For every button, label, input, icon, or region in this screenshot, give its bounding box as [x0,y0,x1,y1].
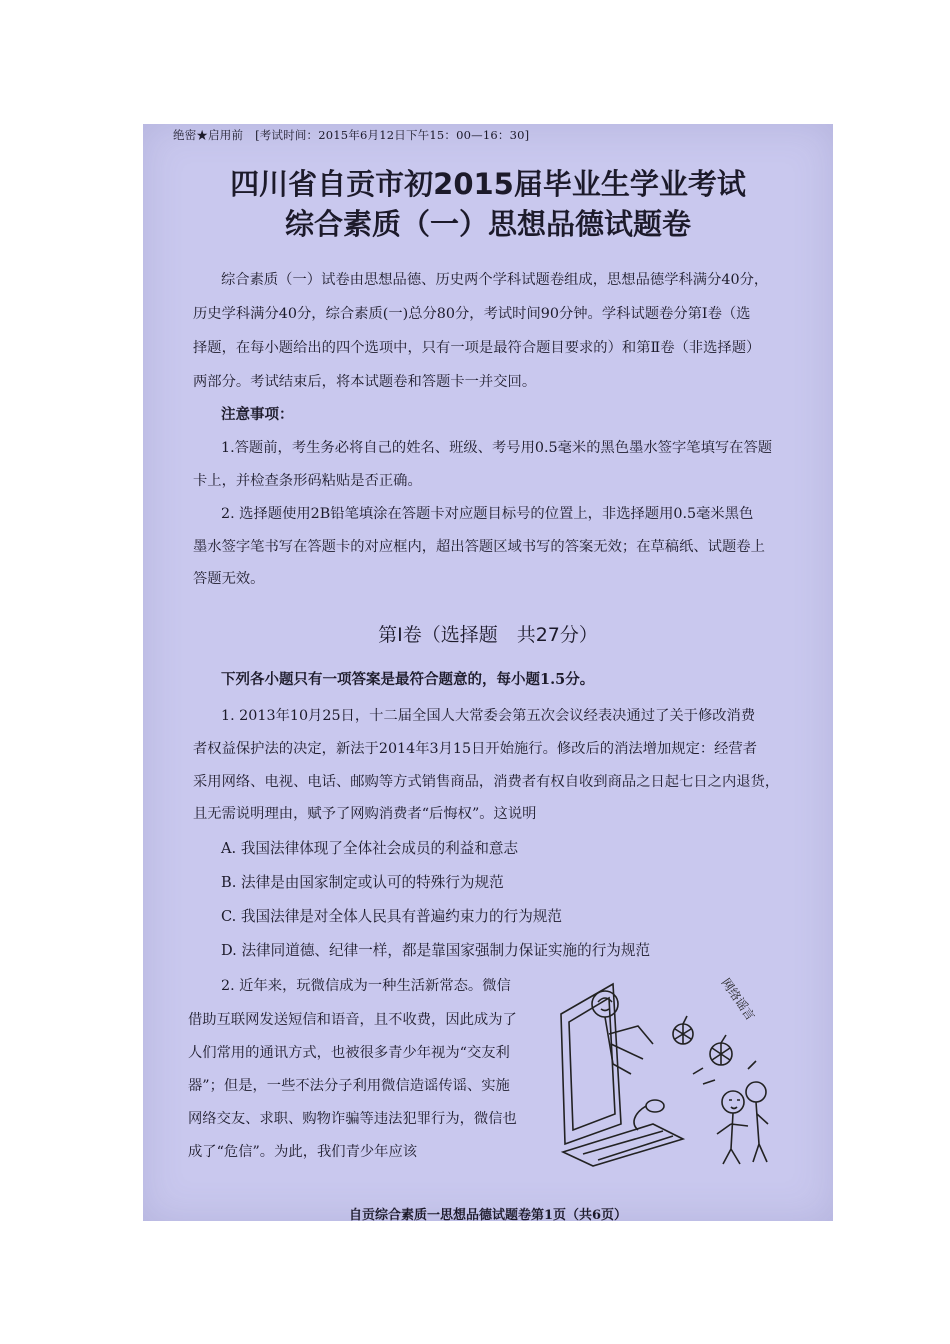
intro-line: 择题，在每小题给出的四个选项中，只有一项是最符合题目要求的）和第Ⅱ卷（非选择题） [193,340,761,356]
option-d: D. 法律同道德、纪律一样，都是靠国家强制力保证实施的行为规范 [221,942,651,959]
paper-title-line1: 四川省自贡市初2015届毕业生学业考试 [230,167,746,201]
intro-line: 两部分。考试结束后，将本试题卷和答题卡一并交回。 [193,374,537,390]
question1-line: 者权益保护法的决定，新法于2014年3月15日开始施行。修改后的消法增加规定：经营者 [193,741,758,757]
intro-line: 历史学科满分40分，综合素质(一)总分80分，考试时间90分钟。学科试题卷分第Ⅰ卷（选 [193,306,751,322]
question1-line: 且无需说明理由，赋予了网购消费者“后悔权”。这说明 [193,806,537,822]
question2-line: 成了“危信”。为此，我们青少年应该 [188,1144,418,1160]
question2-line: 借助互联网发送短信和语音，且不收费，因此成为了 [188,1012,517,1028]
exam-header-line [173,127,529,143]
option-b: B. 法律是由国家制定或认可的特殊行为规范 [221,874,504,891]
paper-title-line2: 综合素质（一）思想品德试题卷 [284,207,691,241]
question1-line: 采用网络、电视、电话、邮购等方式销售商品，消费者有权自收到商品之日起七日之内退货， [193,774,780,790]
question2-line: 人们常用的通讯方式，也被很多青少年视为“交友利 [188,1045,510,1061]
question1-line: 1. 2013年10月25日，十二届全国人大常委会第五次会议经表决通过了关于修改消费 [221,708,756,724]
intro-line: 综合素质（一）试卷由思想品德、历史两个学科试题卷组成，思想品德学科满分40分， [221,272,769,288]
cartoon-illustration [543,974,773,1169]
question2-line: 器”；但是，一些不法分子利用微信造谣传谣、实施 [188,1078,510,1094]
note-line: 墨水签字笔书写在答题卡的对应框内，超出答题区域书写的答案无效；在草稿纸、试题卷上 [193,539,765,555]
exam-time: [考试时间：2015年6月12日下午15：00—16：30] [255,128,530,142]
option-a: A. 我国法律体现了全体社会成员的利益和意志 [221,840,519,857]
secret-mark: 绝密★启用前 [173,128,244,142]
option-c: C. 我国法律是对全体人民具有普遍约束力的行为规范 [221,908,562,925]
note-line: 卡上，并检查条形码粘贴是否正确。 [193,473,422,489]
note-line: 2. 选择题使用2B铅笔填涂在答题卡对应题目标号的位置上，非选择题用0.5毫米黑色 [221,506,754,522]
question2-line: 2. 近年来，玩微信成为一种生活新常态。微信 [221,978,511,994]
cartoon-caption: 网络谣言 [718,975,758,1024]
section-title: 第Ⅰ卷（选择题 共27分） [378,624,598,646]
note-line: 答题无效。 [193,571,265,587]
note-line: 1.答题前，考生务必将自己的姓名、班级、考号用0.5毫米的黑色墨水签字笔填写在答题 [221,440,773,456]
section-instruction: 下列各小题只有一项答案是最符合题意的，每小题1.5分。 [221,671,595,688]
question2-line: 网络交友、求职、购物诈骗等违法犯罪行为，微信也 [188,1111,517,1127]
notes-heading: 注意事项： [221,406,294,423]
exam-paper [143,124,833,1221]
page-footer: 自贡综合素质一思想品德试题卷第1页（共6页） [348,1208,628,1221]
